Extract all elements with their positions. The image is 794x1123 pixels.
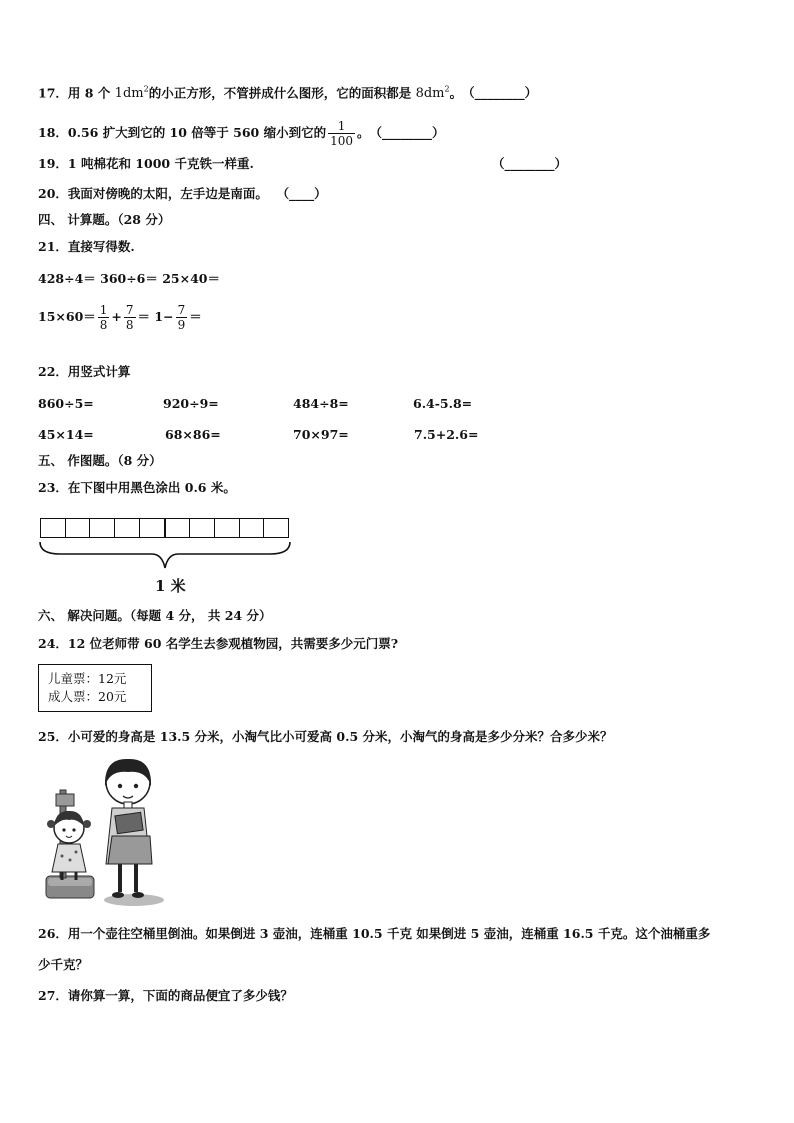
answer-blank[interactable]: （________） xyxy=(492,156,568,171)
denominator: 8 xyxy=(125,318,134,332)
question-text: 。 xyxy=(357,125,370,140)
question-26-line2: 少千克？ xyxy=(38,957,89,972)
numerator: 7 xyxy=(177,303,186,317)
question-text: 1 吨棉花和 1000 千克铁一样重. xyxy=(67,156,254,171)
fraction xyxy=(176,303,188,332)
meter-strip[interactable] xyxy=(40,518,289,538)
question-text: 我面对傍晚的太阳，左手边是南面。 xyxy=(67,186,268,201)
question-number: 19． xyxy=(38,156,68,171)
calc-item: 6.4-5.8= xyxy=(413,396,473,411)
calc-item: 68×86= xyxy=(165,427,221,442)
numerator: 1 xyxy=(99,303,108,317)
question-number: 17． xyxy=(38,85,68,101)
calc-item: 860÷5= xyxy=(38,396,94,411)
answer-blank[interactable]: （________） xyxy=(462,85,538,101)
question-18 xyxy=(38,118,445,148)
plus-sign: + xyxy=(111,309,122,324)
strip-cell[interactable] xyxy=(215,519,240,537)
strip-cell[interactable] xyxy=(166,519,191,537)
calc-item: 920÷9= xyxy=(163,396,219,411)
expression: ＝ 1− xyxy=(137,309,174,324)
question-text: 0.56 扩大到它的 10 倍等于 560 缩小到它的 xyxy=(67,125,327,140)
question-24-title: 24．12 位老师带 60 名学生去参观植物园，共需要多少元门票? xyxy=(38,636,399,651)
strip-cell[interactable] xyxy=(264,519,288,537)
calc-item: 45×14= xyxy=(38,427,94,442)
question-22-title: 22．用竖式计算 xyxy=(38,364,131,379)
adult-ticket-price: 成人票：20元 xyxy=(48,689,127,704)
girls-illustration xyxy=(36,756,166,908)
unit-dm2: $1dm^2$ xyxy=(114,85,149,102)
question-20 xyxy=(38,186,327,202)
fraction xyxy=(98,303,110,332)
question-21-title: 21．直接写得数. xyxy=(38,239,135,254)
denominator: 100 xyxy=(330,134,354,148)
numerator: 1 xyxy=(328,119,355,134)
denominator: 9 xyxy=(177,318,186,332)
answer-blank[interactable]: （________） xyxy=(369,125,445,140)
child-ticket-price: 儿童票：12元 xyxy=(48,671,127,686)
strip-cell[interactable] xyxy=(66,519,91,537)
expression: ＝ xyxy=(189,309,202,324)
strip-cell[interactable] xyxy=(190,519,215,537)
fraction xyxy=(328,119,355,148)
section-heading: 五、 作图题。（8 分） xyxy=(38,453,162,468)
calc-item: 7.5+2.6= xyxy=(414,427,479,442)
question-17 xyxy=(38,82,537,102)
question-23-title: 23．在下图中用黑色涂出 0.6 米。 xyxy=(38,480,236,495)
question-21-row2 xyxy=(38,302,202,332)
unit-text: 8dm xyxy=(415,86,445,102)
calc-item: 484÷8= xyxy=(293,396,349,411)
question-text: 。 xyxy=(449,85,463,101)
question-21-row1: 428÷4＝ 360÷6＝ 25×40＝ xyxy=(38,271,220,286)
unit-text: 1dm xyxy=(114,86,144,102)
strip-cell[interactable] xyxy=(90,519,115,537)
fraction xyxy=(124,303,136,332)
question-text: 用 8 个 xyxy=(67,85,111,101)
unit-dm2: $8dm^2$ xyxy=(415,85,450,102)
question-number: 20． xyxy=(38,186,68,201)
denominator: 8 xyxy=(99,318,108,332)
section-heading: 四、 计算题。（28 分） xyxy=(38,212,171,227)
question-text: 的小正方形，不管拼成什么图形，它的面积都是 xyxy=(148,85,412,101)
question-26-line1: 26．用一个壶往空桶里倒油。如果倒进 3 壶油，连桶重 10.5 千克 如果倒进 5 壶油，连桶重 16.5 千克。这个油桶重多 xyxy=(38,926,711,941)
ticket-price-box xyxy=(38,664,152,712)
brace-label: 1 米 xyxy=(155,577,186,595)
strip-cell[interactable] xyxy=(41,519,66,537)
answer-blank[interactable]: （____） xyxy=(276,186,327,201)
question-number: 18． xyxy=(38,125,68,140)
question-25-title: 25．小可爱的身高是 13.5 分米，小淘气比小可爱高 0.5 分米，小淘气的身高是多少分米？合多少米？ xyxy=(38,729,613,744)
question-27-title: 27．请你算一算，下面的商品便宜了多少钱？ xyxy=(38,988,293,1003)
strip-cell[interactable] xyxy=(115,519,140,537)
calc-item: 70×97= xyxy=(293,427,349,442)
strip-cell[interactable] xyxy=(140,519,166,537)
section-heading: 六、 解决问题。（每题 4 分， 共 24 分） xyxy=(38,608,272,623)
curly-brace-icon xyxy=(36,540,294,572)
numerator: 7 xyxy=(125,303,134,317)
question-19 xyxy=(38,156,254,172)
strip-cell[interactable] xyxy=(240,519,265,537)
expression: 15×60＝ xyxy=(38,309,96,324)
